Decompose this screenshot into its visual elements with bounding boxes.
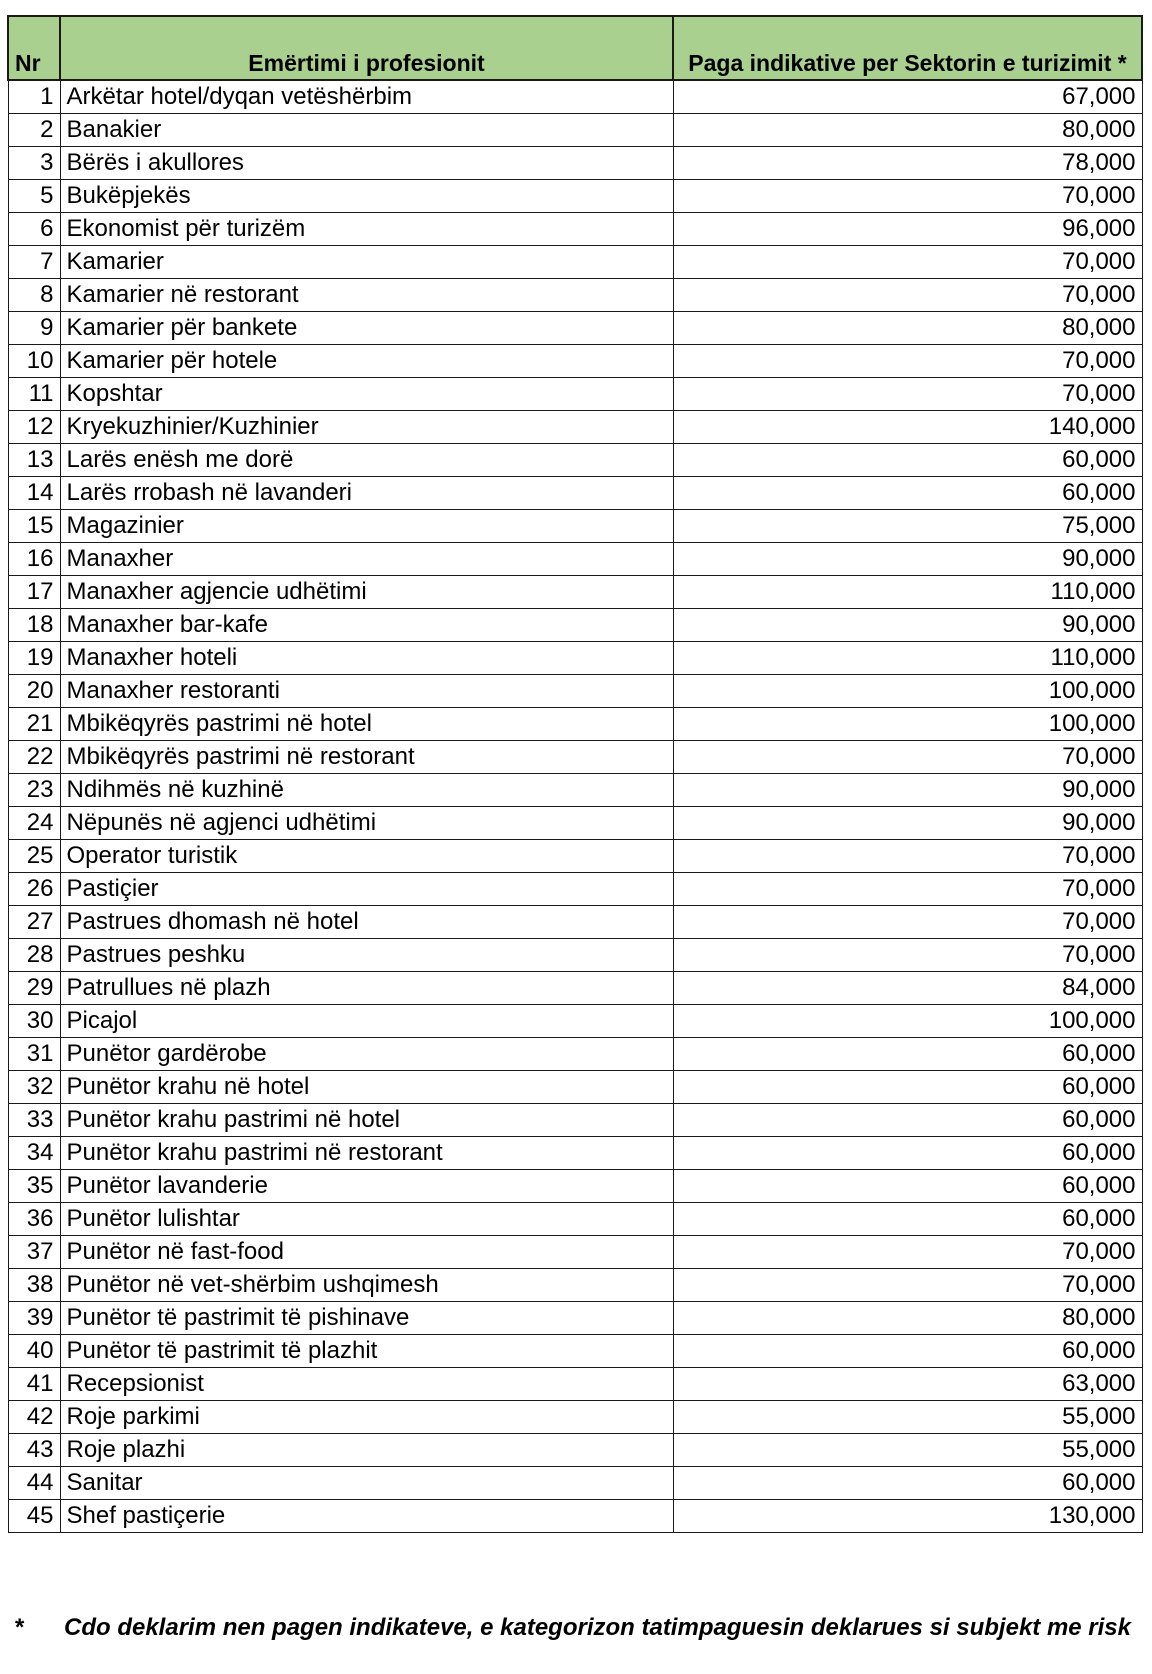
table-row bbox=[8, 1071, 1142, 1104]
profession-name-cell: Manaxher bar-kafe bbox=[60, 609, 673, 642]
profession-name-cell: Punëtor të pastrimit të pishinave bbox=[60, 1302, 673, 1335]
table-row bbox=[8, 774, 1142, 807]
row-number-cell: 10 bbox=[8, 345, 60, 378]
profession-name-cell: Bërës i akullores bbox=[60, 147, 673, 180]
profession-name-cell: Banakier bbox=[60, 114, 673, 147]
row-number-cell: 31 bbox=[8, 1038, 60, 1071]
profession-name-cell: Pastrues dhomash në hotel bbox=[60, 906, 673, 939]
indicative-pay-cell: 60,000 bbox=[673, 1467, 1142, 1500]
table-row bbox=[8, 972, 1142, 1005]
indicative-pay-cell: 90,000 bbox=[673, 774, 1142, 807]
profession-name-cell: Recepsionist bbox=[60, 1368, 673, 1401]
row-number-cell: 40 bbox=[8, 1335, 60, 1368]
profession-name-cell: Mbikëqyrës pastrimi në hotel bbox=[60, 708, 673, 741]
salary-table-sheet bbox=[7, 15, 1141, 1533]
header-indicative-pay: Paga indikative per Sektorin e turizimit * bbox=[673, 16, 1142, 80]
indicative-pay-cell: 78,000 bbox=[673, 147, 1142, 180]
profession-name-cell: Magazinier bbox=[60, 510, 673, 543]
table-row bbox=[8, 1500, 1142, 1533]
table-row bbox=[8, 246, 1142, 279]
table-row bbox=[8, 1434, 1142, 1467]
row-number-cell: 39 bbox=[8, 1302, 60, 1335]
table-header bbox=[8, 16, 1142, 80]
profession-name-cell: Ekonomist për turizëm bbox=[60, 213, 673, 246]
indicative-pay-cell: 67,000 bbox=[673, 80, 1142, 114]
indicative-pay-cell: 60,000 bbox=[673, 1071, 1142, 1104]
table-row bbox=[8, 1005, 1142, 1038]
profession-name-cell: Pastrues peshku bbox=[60, 939, 673, 972]
row-number-cell: 33 bbox=[8, 1104, 60, 1137]
table-row bbox=[8, 180, 1142, 213]
table-row bbox=[8, 675, 1142, 708]
indicative-pay-cell: 110,000 bbox=[673, 642, 1142, 675]
indicative-pay-cell: 60,000 bbox=[673, 1335, 1142, 1368]
footnote-asterisk: * bbox=[14, 1614, 24, 1641]
indicative-pay-cell: 70,000 bbox=[673, 279, 1142, 312]
footnote-text: Cdo deklarim nen pagen indikateve, e kategorizon tatimpaguesin deklarues si subjekt me risk bbox=[64, 1614, 1132, 1641]
profession-name-cell: Kryekuzhinier/Kuzhinier bbox=[60, 411, 673, 444]
row-number-cell: 17 bbox=[8, 576, 60, 609]
indicative-pay-cell: 60,000 bbox=[673, 1137, 1142, 1170]
profession-name-cell: Manaxher restoranti bbox=[60, 675, 673, 708]
table-row bbox=[8, 642, 1142, 675]
header-row bbox=[8, 16, 1142, 80]
table-row bbox=[8, 477, 1142, 510]
profession-name-cell: Sanitar bbox=[60, 1467, 673, 1500]
indicative-pay-cell: 70,000 bbox=[673, 1269, 1142, 1302]
table-row bbox=[8, 939, 1142, 972]
row-number-cell: 29 bbox=[8, 972, 60, 1005]
table-row bbox=[8, 1335, 1142, 1368]
indicative-pay-cell: 70,000 bbox=[673, 741, 1142, 774]
row-number-cell: 6 bbox=[8, 213, 60, 246]
indicative-pay-cell: 60,000 bbox=[673, 1038, 1142, 1071]
profession-name-cell: Mbikëqyrës pastrimi në restorant bbox=[60, 741, 673, 774]
footnote bbox=[14, 1614, 1144, 1642]
table-row bbox=[8, 378, 1142, 411]
row-number-cell: 24 bbox=[8, 807, 60, 840]
table-row bbox=[8, 1236, 1142, 1269]
table-row bbox=[8, 80, 1142, 114]
profession-name-cell: Roje plazhi bbox=[60, 1434, 673, 1467]
indicative-pay-cell: 63,000 bbox=[673, 1368, 1142, 1401]
table-row bbox=[8, 510, 1142, 543]
profession-name-cell: Operator turistik bbox=[60, 840, 673, 873]
row-number-cell: 9 bbox=[8, 312, 60, 345]
profession-name-cell: Kamarier për hotele bbox=[60, 345, 673, 378]
profession-name-cell: Punëtor të pastrimit të plazhit bbox=[60, 1335, 673, 1368]
table-row bbox=[8, 1203, 1142, 1236]
row-number-cell: 34 bbox=[8, 1137, 60, 1170]
table-row bbox=[8, 213, 1142, 246]
row-number-cell: 21 bbox=[8, 708, 60, 741]
indicative-pay-cell: 70,000 bbox=[673, 180, 1142, 213]
row-number-cell: 35 bbox=[8, 1170, 60, 1203]
row-number-cell: 44 bbox=[8, 1467, 60, 1500]
indicative-pay-cell: 90,000 bbox=[673, 609, 1142, 642]
table-row bbox=[8, 708, 1142, 741]
profession-name-cell: Manaxher bbox=[60, 543, 673, 576]
table-row bbox=[8, 147, 1142, 180]
profession-name-cell: Larës enësh me dorë bbox=[60, 444, 673, 477]
indicative-pay-cell: 100,000 bbox=[673, 1005, 1142, 1038]
profession-name-cell: Nëpunës në agjenci udhëtimi bbox=[60, 807, 673, 840]
row-number-cell: 12 bbox=[8, 411, 60, 444]
row-number-cell: 19 bbox=[8, 642, 60, 675]
table-row bbox=[8, 873, 1142, 906]
table-row bbox=[8, 279, 1142, 312]
row-number-cell: 41 bbox=[8, 1368, 60, 1401]
row-number-cell: 3 bbox=[8, 147, 60, 180]
table-row bbox=[8, 1269, 1142, 1302]
profession-name-cell: Pastiçier bbox=[60, 873, 673, 906]
profession-name-cell: Ndihmës në kuzhinë bbox=[60, 774, 673, 807]
header-profession-name: Emërtimi i profesionit bbox=[60, 16, 673, 80]
indicative-pay-cell: 90,000 bbox=[673, 807, 1142, 840]
table-row bbox=[8, 312, 1142, 345]
table-row bbox=[8, 840, 1142, 873]
row-number-cell: 7 bbox=[8, 246, 60, 279]
header-nr: Nr bbox=[8, 16, 60, 80]
indicative-pay-cell: 60,000 bbox=[673, 1170, 1142, 1203]
table-row bbox=[8, 576, 1142, 609]
table-row bbox=[8, 609, 1142, 642]
indicative-pay-cell: 90,000 bbox=[673, 543, 1142, 576]
row-number-cell: 45 bbox=[8, 1500, 60, 1533]
row-number-cell: 43 bbox=[8, 1434, 60, 1467]
indicative-pay-cell: 70,000 bbox=[673, 840, 1142, 873]
profession-name-cell: Manaxher agjencie udhëtimi bbox=[60, 576, 673, 609]
profession-name-cell: Arkëtar hotel/dyqan vetëshërbim bbox=[60, 80, 673, 114]
row-number-cell: 5 bbox=[8, 180, 60, 213]
profession-name-cell: Shef pastiçerie bbox=[60, 1500, 673, 1533]
table-row bbox=[8, 741, 1142, 774]
profession-name-cell: Punëtor në fast-food bbox=[60, 1236, 673, 1269]
profession-name-cell: Bukëpjekës bbox=[60, 180, 673, 213]
indicative-pay-cell: 75,000 bbox=[673, 510, 1142, 543]
row-number-cell: 25 bbox=[8, 840, 60, 873]
indicative-pay-cell: 55,000 bbox=[673, 1434, 1142, 1467]
row-number-cell: 8 bbox=[8, 279, 60, 312]
indicative-pay-cell: 70,000 bbox=[673, 345, 1142, 378]
profession-name-cell: Kamarier për bankete bbox=[60, 312, 673, 345]
indicative-pay-cell: 60,000 bbox=[673, 1104, 1142, 1137]
table-row bbox=[8, 807, 1142, 840]
row-number-cell: 20 bbox=[8, 675, 60, 708]
indicative-pay-cell: 60,000 bbox=[673, 444, 1142, 477]
table-row bbox=[8, 444, 1142, 477]
row-number-cell: 38 bbox=[8, 1269, 60, 1302]
row-number-cell: 32 bbox=[8, 1071, 60, 1104]
indicative-pay-cell: 60,000 bbox=[673, 1203, 1142, 1236]
profession-name-cell: Punëtor krahu në hotel bbox=[60, 1071, 673, 1104]
table-row bbox=[8, 1170, 1142, 1203]
row-number-cell: 2 bbox=[8, 114, 60, 147]
indicative-pay-cell: 70,000 bbox=[673, 906, 1142, 939]
table-row bbox=[8, 543, 1142, 576]
profession-name-cell: Punëtor krahu pastrimi në hotel bbox=[60, 1104, 673, 1137]
profession-name-cell: Kamarier bbox=[60, 246, 673, 279]
row-number-cell: 28 bbox=[8, 939, 60, 972]
row-number-cell: 37 bbox=[8, 1236, 60, 1269]
row-number-cell: 26 bbox=[8, 873, 60, 906]
profession-name-cell: Punëtor gardërobe bbox=[60, 1038, 673, 1071]
table-row bbox=[8, 1401, 1142, 1434]
row-number-cell: 16 bbox=[8, 543, 60, 576]
indicative-pay-cell: 80,000 bbox=[673, 312, 1142, 345]
profession-name-cell: Punëtor lavanderie bbox=[60, 1170, 673, 1203]
profession-name-cell: Punëtor krahu pastrimi në restorant bbox=[60, 1137, 673, 1170]
profession-name-cell: Larës rrobash në lavanderi bbox=[60, 477, 673, 510]
table-row bbox=[8, 345, 1142, 378]
profession-name-cell: Picajol bbox=[60, 1005, 673, 1038]
table-body bbox=[8, 80, 1142, 1533]
profession-name-cell: Patrullues në plazh bbox=[60, 972, 673, 1005]
profession-name-cell: Roje parkimi bbox=[60, 1401, 673, 1434]
indicative-pay-cell: 96,000 bbox=[673, 213, 1142, 246]
indicative-pay-cell: 100,000 bbox=[673, 675, 1142, 708]
indicative-pay-cell: 70,000 bbox=[673, 939, 1142, 972]
profession-name-cell: Punëtor në vet-shërbim ushqimesh bbox=[60, 1269, 673, 1302]
row-number-cell: 15 bbox=[8, 510, 60, 543]
table-row bbox=[8, 1038, 1142, 1071]
row-number-cell: 30 bbox=[8, 1005, 60, 1038]
indicative-pay-cell: 55,000 bbox=[673, 1401, 1142, 1434]
table-row bbox=[8, 114, 1142, 147]
indicative-pay-cell: 84,000 bbox=[673, 972, 1142, 1005]
table-row bbox=[8, 906, 1142, 939]
table-row bbox=[8, 1104, 1142, 1137]
indicative-pay-cell: 70,000 bbox=[673, 1236, 1142, 1269]
row-number-cell: 18 bbox=[8, 609, 60, 642]
table-row bbox=[8, 1302, 1142, 1335]
indicative-pay-cell: 70,000 bbox=[673, 246, 1142, 279]
salary-table bbox=[7, 15, 1143, 1533]
row-number-cell: 22 bbox=[8, 741, 60, 774]
indicative-pay-cell: 100,000 bbox=[673, 708, 1142, 741]
profession-name-cell: Kopshtar bbox=[60, 378, 673, 411]
row-number-cell: 13 bbox=[8, 444, 60, 477]
indicative-pay-cell: 130,000 bbox=[673, 1500, 1142, 1533]
table-row bbox=[8, 1137, 1142, 1170]
row-number-cell: 27 bbox=[8, 906, 60, 939]
indicative-pay-cell: 110,000 bbox=[673, 576, 1142, 609]
indicative-pay-cell: 80,000 bbox=[673, 1302, 1142, 1335]
indicative-pay-cell: 70,000 bbox=[673, 873, 1142, 906]
indicative-pay-cell: 60,000 bbox=[673, 477, 1142, 510]
table-row bbox=[8, 1467, 1142, 1500]
table-row bbox=[8, 411, 1142, 444]
row-number-cell: 36 bbox=[8, 1203, 60, 1236]
row-number-cell: 1 bbox=[8, 80, 60, 114]
indicative-pay-cell: 70,000 bbox=[673, 378, 1142, 411]
indicative-pay-cell: 80,000 bbox=[673, 114, 1142, 147]
indicative-pay-cell: 140,000 bbox=[673, 411, 1142, 444]
row-number-cell: 14 bbox=[8, 477, 60, 510]
profession-name-cell: Manaxher hoteli bbox=[60, 642, 673, 675]
row-number-cell: 11 bbox=[8, 378, 60, 411]
row-number-cell: 42 bbox=[8, 1401, 60, 1434]
table-row bbox=[8, 1368, 1142, 1401]
row-number-cell: 23 bbox=[8, 774, 60, 807]
profession-name-cell: Punëtor lulishtar bbox=[60, 1203, 673, 1236]
profession-name-cell: Kamarier në restorant bbox=[60, 279, 673, 312]
